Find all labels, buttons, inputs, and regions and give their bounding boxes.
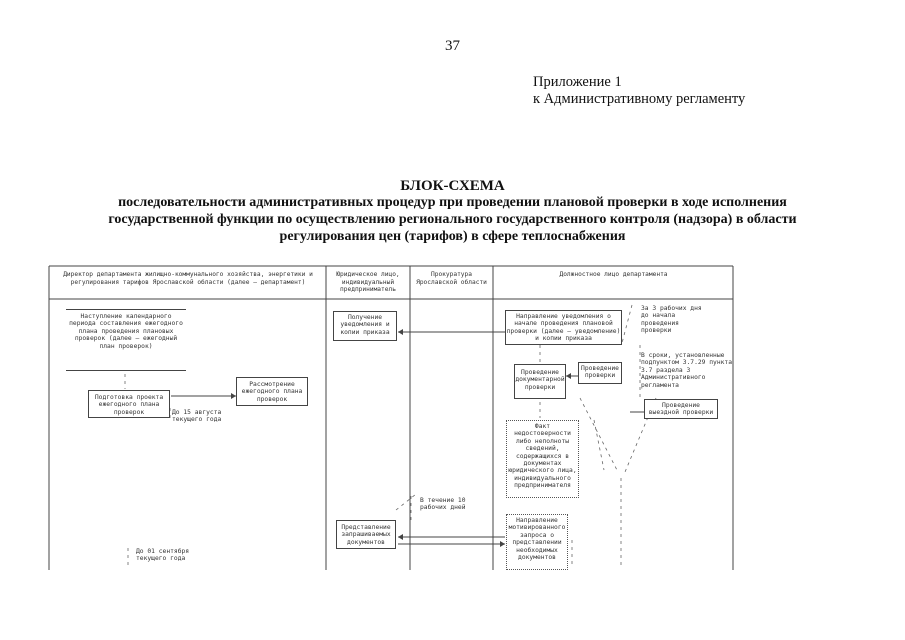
box-prepare-plan-text: Подготовка проекта ежегодного плана проверок: [94, 394, 164, 416]
box-fact-inaccuracy: [506, 420, 579, 498]
note-ten-days: В течение 10 рабочих дней: [420, 497, 466, 512]
note-september-deadline: До 01 сентября текущего года: [136, 548, 190, 563]
box-send-notice-text: Направление уведомления о начале проведения плановой проверки (далее – уведомление) и копии приказа: [506, 313, 621, 343]
box-fact-text: Факт недостоверности либо неполноты сведений, содержащихся в документах юридического лица, индивидуального предпринимателя: [508, 423, 577, 490]
box-conduct-check-text: Проведение проверки: [581, 365, 619, 380]
annex-line-1: Приложение 1: [533, 74, 622, 90]
box-annual-plan-period: [66, 309, 186, 371]
box-prepare-plan: [88, 390, 170, 418]
note-three-days: За 3 рабочих дня до начала проведения проверки: [641, 305, 702, 335]
annex-line-2: к Административному регламенту: [533, 91, 746, 107]
note-august-deadline: До 15 августа текущего года: [172, 409, 222, 424]
page-number: 37: [445, 38, 460, 54]
subtitle-line-3: регулирования цен (тарифов) в сфере теплоснабжения: [279, 229, 626, 244]
box-provide-docs-text: Представление запрашиваемых документов: [341, 524, 391, 546]
box-receive-notice-text: Получение уведомления и копии приказа: [340, 314, 390, 336]
box-review-plan: [236, 377, 308, 406]
box-review-plan-text: Рассмотрение ежегодного плана проверок: [241, 381, 303, 403]
box-provide-docs: [336, 520, 396, 549]
box-receive-notice: [333, 311, 397, 341]
column-header-entity: Юридическое лицо, индивидуальный предприниматель: [336, 271, 400, 294]
box-send-request: [506, 514, 568, 570]
box-conduct-docs-text: Проведение документарной проверки: [515, 369, 565, 391]
box-send-notice: [505, 310, 622, 345]
column-header-director: Директор департамента жилищно-коммунального хозяйства, энергетики и регулирования тарифов Ярославской области (далее – департамент): [63, 271, 313, 286]
box-conduct-docs-check: [514, 364, 566, 399]
column-header-official: Должностное лицо департамента: [559, 271, 668, 278]
diagram-heading: БЛОК-СХЕМА: [400, 178, 505, 194]
subtitle-line-1: последовательности административных процедур при проведении плановой проверки в ходе исполнения: [118, 195, 787, 210]
box-conduct-check: [578, 362, 622, 384]
box-send-request-text: Направление мотивированного запроса о представлении необходимых документов: [508, 517, 566, 562]
column-header-prosecutor: Прокуратура Ярославской области: [416, 271, 487, 286]
note-terms: В сроки, установленные подпунктом 3.7.29 пункта 3.7 раздела 3 Административного регламента: [641, 352, 732, 389]
subtitle-line-2: государственной функции по осуществлению регионального государственного контроля (надзора) в области: [108, 212, 797, 227]
box-site-check: [644, 399, 718, 419]
box-annual-plan-text: Наступление календарного периода составления ежегодного плана проведения плановых проверок (далее – ежегодный план проверок): [69, 313, 183, 350]
box-site-check-text: Проведение выездной проверки: [648, 402, 714, 417]
